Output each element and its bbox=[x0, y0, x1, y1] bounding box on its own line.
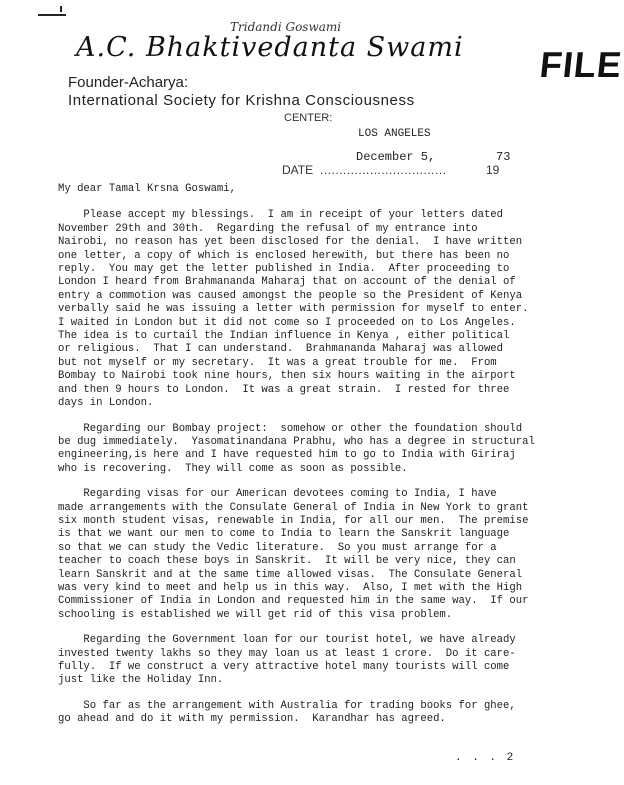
paragraph bbox=[58, 700, 598, 727]
text-line: learn Sanskrit and at the same time allowed visas. The Consulate General bbox=[58, 568, 523, 581]
text-line: Regarding our Bombay project: somehow or other the foundation should bbox=[58, 422, 523, 435]
paragraph bbox=[58, 634, 598, 688]
letterhead-name: A.C. Bhaktivedanta Swami bbox=[76, 32, 464, 63]
corner-mark bbox=[38, 14, 66, 16]
text-line: teacher to coach these boys in Sanskrit. It will be very nice, they can bbox=[58, 555, 516, 568]
text-line: fully. If we construct a very attractive hotel many tourists will come bbox=[58, 661, 510, 673]
text-line: entry a commotion was caused amongst the people so the President of Kenya bbox=[58, 289, 523, 302]
paragraph bbox=[58, 423, 598, 477]
continuation-marker: . . . 2 bbox=[455, 752, 516, 764]
paragraph bbox=[58, 488, 598, 622]
text-line: days in London. bbox=[58, 397, 154, 410]
text-line: but not myself or my secretary. It was a great trouble for me. From bbox=[58, 356, 497, 369]
paragraph bbox=[58, 209, 598, 410]
salutation: My dear Tamal Krsna Goswami, bbox=[58, 183, 237, 195]
text-line: or religious. That I can understand. Brahmananda Maharaj was allowed bbox=[58, 343, 504, 356]
text-line: Please accept my blessings. I am in receipt of your letters dated bbox=[58, 209, 504, 222]
founder-title: Founder-Acharya: bbox=[68, 74, 189, 91]
file-stamp: FILE bbox=[537, 44, 624, 85]
society-name: International Society for Krishna Consciousness bbox=[68, 92, 415, 109]
text-line: reply. You may get the letter published in India. After proceeding to bbox=[58, 263, 510, 276]
text-line: six month student visas, renewable in India, for all our men. The premise bbox=[58, 514, 529, 527]
date-dotted-line: ................................. bbox=[320, 163, 447, 177]
text-line: go ahead and do it with my permission. Karandhar has agreed. bbox=[58, 713, 446, 726]
text-line: one letter, a copy of which is enclosed herewith, but there has been no bbox=[58, 249, 510, 262]
text-line: is that we want our men to come to India to learn the Sanskrit language bbox=[58, 528, 510, 541]
text-line: invested twenty lakhs so they may loan us at least 1 crore. Do it care- bbox=[58, 647, 516, 660]
text-line: Nairobi, no reason has yet been disclosed for the denial. I have written bbox=[58, 236, 523, 249]
text-line: schooling is established we will get rid of this visa problem. bbox=[58, 608, 453, 621]
date-year: 73 bbox=[496, 150, 511, 164]
letter-body bbox=[58, 183, 598, 739]
text-line: Commissioner of India in London and requested him in the same way. If our bbox=[58, 595, 529, 608]
text-line: be dug immediately. Yasomatinandana Prabhu, who has a degree in structural bbox=[58, 435, 535, 448]
text-line: and then 9 hours to London. It was a great strain. I rested for three bbox=[58, 383, 510, 396]
text-line: who is recovering. They will come as soon as possible. bbox=[58, 462, 408, 475]
text-line: Regarding the Government loan for our tourist hotel, we have already bbox=[58, 634, 516, 647]
date-century: 19 bbox=[486, 163, 500, 177]
text-line: November 29th and 30th. Regarding the refusal of my entrance into bbox=[58, 222, 478, 235]
text-line: Bombay to Nairobi took nine hours, then six hours waiting in the airport bbox=[58, 370, 516, 383]
letter-paragraphs bbox=[58, 209, 598, 726]
corner-mark-tick bbox=[60, 6, 62, 12]
date-value: December 5, bbox=[356, 150, 436, 164]
center-value: LOS ANGELES bbox=[358, 128, 431, 140]
text-line: So far as the arrangement with Australia for trading books for ghee, bbox=[58, 699, 516, 712]
text-line: so that we can study the Vedic literature. So you must arrange for a bbox=[58, 541, 497, 554]
text-line: London I heard from Brahmananda Maharaj that on account of the denial of bbox=[58, 276, 516, 289]
text-line: engineering,is here and I have requested him to go to India with Giriraj bbox=[58, 449, 516, 462]
text-line: made arrangements with the Consulate General of India in New York to grant bbox=[58, 501, 529, 514]
text-line: just like the Holiday Inn. bbox=[58, 674, 224, 687]
text-line: Regarding visas for our American devotees coming to India, I have bbox=[58, 488, 497, 501]
text-line: I waited in London but it did not come so I proceeded on to Los Angeles. bbox=[58, 316, 516, 329]
text-line: was very kind to meet and help us in this way. Also, I met with the High bbox=[58, 581, 523, 594]
text-line: The idea is to curtail the Indian influence in Kenya , either political bbox=[58, 330, 510, 343]
handwritten-signature: Tridandi Goswami bbox=[230, 20, 342, 34]
center-label: CENTER: bbox=[284, 112, 333, 124]
text-line: verbally said he was issuing a letter with permission for myself to enter. bbox=[58, 303, 529, 316]
date-label: DATE bbox=[282, 163, 314, 177]
